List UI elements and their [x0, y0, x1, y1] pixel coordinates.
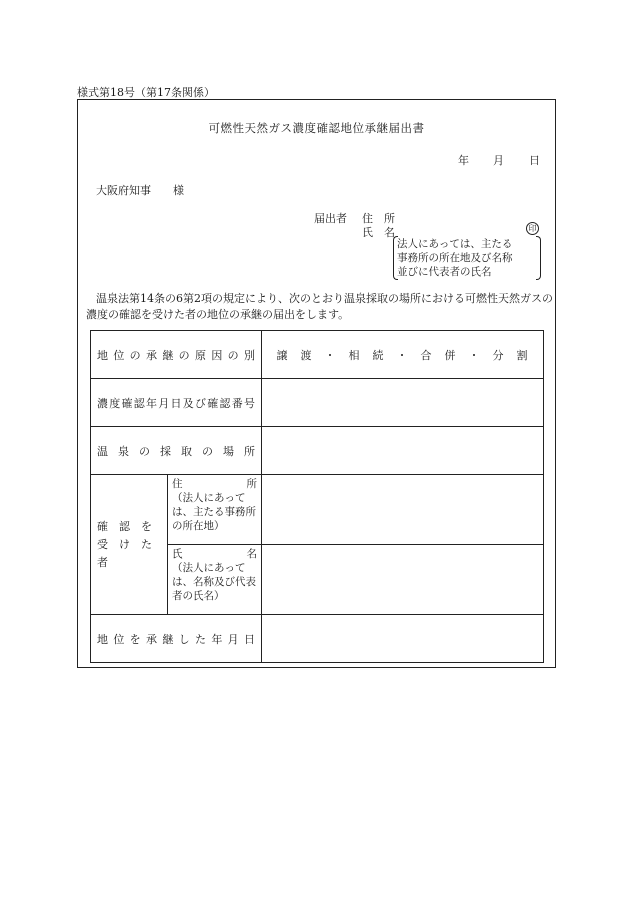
succession-date-field[interactable] — [262, 615, 544, 663]
bracket-left — [393, 236, 398, 280]
applicant-address-label: 住 所 — [362, 212, 395, 225]
form-number: 様式第18号（第17条関係） — [77, 86, 215, 99]
table-row — [91, 475, 544, 545]
form-frame — [77, 99, 556, 668]
succession-date-label-cell — [91, 615, 262, 663]
name-head-left: 氏 — [172, 548, 183, 560]
confirm-date-field[interactable] — [262, 379, 544, 427]
address-note: （法人にあっては、主たる事務所の所在地） — [172, 492, 257, 532]
address-head — [172, 477, 257, 491]
note-line: 並びに代表者の氏名 — [397, 266, 492, 278]
place-label: 温泉の採取の場所 — [97, 444, 255, 458]
name-head — [172, 547, 257, 561]
place-field[interactable] — [262, 427, 544, 475]
note-line: 法人にあっては、主たる — [397, 238, 513, 250]
table-row — [91, 615, 544, 663]
addressee-name: 大阪府知事 — [96, 184, 151, 197]
reason-label-cell — [91, 331, 262, 379]
confirm-date-label-cell — [91, 379, 262, 427]
applicant-note — [393, 236, 541, 280]
bracket-right — [536, 236, 541, 280]
confirmer-address-field[interactable] — [262, 475, 544, 545]
reason-value[interactable]: 譲 渡 ・ 相 続 ・ 合 併 ・ 分 割 — [262, 331, 544, 379]
confirmer-address-label — [168, 475, 262, 545]
confirmer-label — [91, 475, 168, 615]
place-label-cell — [91, 427, 262, 475]
body-text: 温泉法第14条の6第2項の規定により、次のとおり温泉採取の場所における可燃性天然ガスの濃度の確認を受けた者の地位の承継の届出をします。 — [86, 292, 553, 321]
date-day: 日 — [529, 154, 540, 167]
succession-date-label: 地位を承継した年月日 — [97, 632, 255, 646]
applicant-name-label: 氏 名 — [362, 226, 395, 239]
confirmer-label-line: 受 け た 者 — [97, 537, 163, 569]
address-head-right: 所 — [246, 478, 257, 490]
table-row — [91, 427, 544, 475]
name-note: （法人にあっては、名称及び代表者の氏名） — [172, 562, 257, 602]
confirmer-name-field[interactable] — [262, 545, 544, 615]
applicant-label: 届出者 — [314, 212, 347, 225]
form-table — [90, 330, 544, 663]
confirmer-name-label — [168, 545, 262, 615]
reason-label: 地位の承継の原因の別 — [97, 348, 255, 362]
name-head-right: 名 — [246, 548, 257, 560]
seal-icon: 印 — [526, 222, 539, 235]
note-line: 事務所の所在地及び名称 — [397, 252, 513, 264]
confirmer-label-line: 確 認 を — [97, 519, 152, 533]
address-head-left: 住 — [172, 478, 183, 490]
date-month: 月 — [493, 154, 504, 167]
date-year: 年 — [458, 154, 469, 167]
form-title: 可燃性天然ガス濃度確認地位承継届出書 — [208, 121, 425, 135]
confirm-date-label: 濃度確認年月日及び確認番号 — [97, 396, 255, 410]
addressee-honorific: 様 — [173, 184, 184, 197]
addressee — [96, 182, 184, 198]
table-row — [91, 379, 544, 427]
table-row — [91, 331, 544, 379]
